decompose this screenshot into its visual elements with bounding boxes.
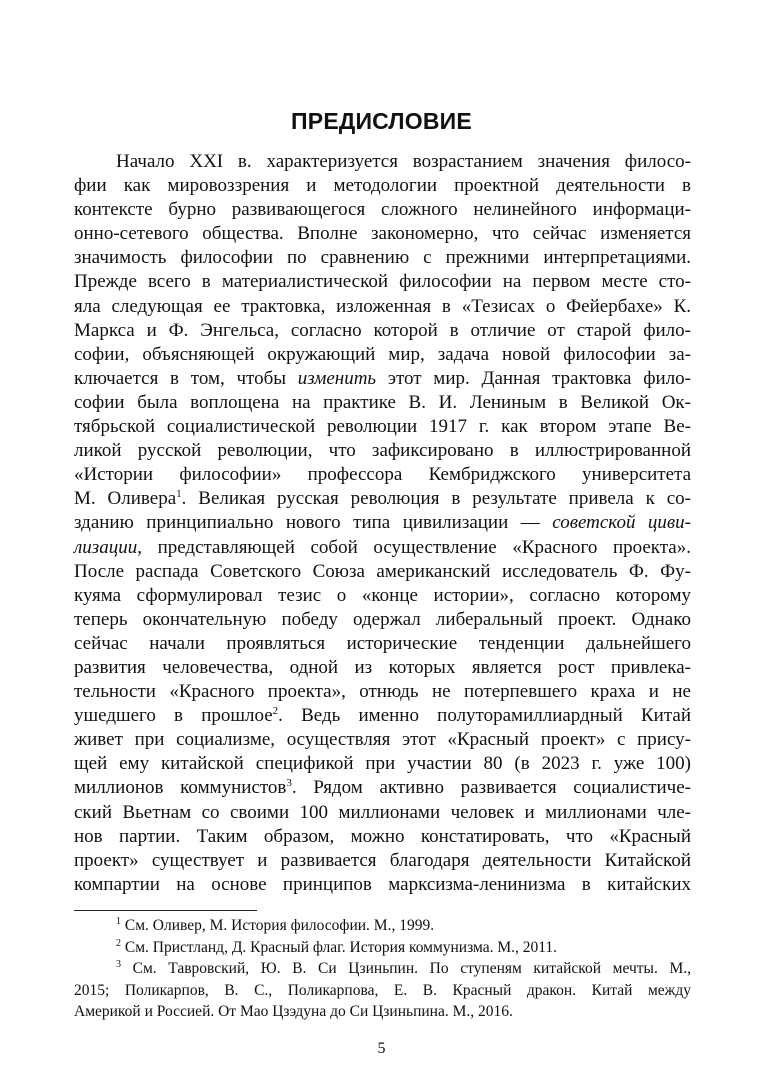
text-run: ключается в том, чтобы	[74, 367, 287, 389]
footnote-ref[interactable]: 3	[286, 777, 292, 790]
page-title: ПРЕДИСЛОВИЕ	[291, 108, 472, 134]
footnote-number: 2	[116, 937, 121, 949]
text-line: яла следующая ее трактовка, изложенная в «Тезисах о Фейербахе» К.	[74, 295, 691, 317]
text-line: развития человечества, одной из которых является рост привлека-	[74, 656, 691, 678]
footnote-1	[74, 915, 691, 937]
footnote-text: См. Пристланд, Д. Красный флаг. История коммунизма. М., 2011.	[124, 938, 558, 956]
text-line: После распада Советского Союза американский исследователь Ф. Фу-	[74, 560, 691, 582]
text-line: теперь окончательную победу одержал либеральный проект. Однако	[74, 608, 691, 630]
emphasis-text: лизации	[74, 536, 138, 558]
footnote-ref[interactable]: 1	[176, 488, 182, 501]
text-line: софии, объясняющей окружающий мир, задача новой философии за-	[74, 343, 691, 365]
text-line: софии была воплощена на практике В. И. Лениным в Великой Ок-	[74, 391, 691, 413]
footnote-text: См. Тавровский, Ю. В. Си Цзиньпин. По ступеням китайской мечты. М.,	[132, 960, 691, 977]
text-run: . Рядом активно развивается социалистиче-	[291, 777, 691, 799]
text-run: , представляющей собой осуществление «Красного проекта».	[137, 536, 691, 558]
text-line: контексте бурно развивающегося сложного нелинейного информаци-	[74, 199, 691, 221]
text-line: компартии на основе принципов марксизма-ленинизма в китайских	[74, 873, 691, 895]
text-line: Прежде всего в материалистической философии на первом месте сто-	[74, 271, 691, 293]
text-line: онно-сетевого общества. Вполне закономерно, что сейчас изменяется	[74, 223, 691, 245]
text-line: живет при социализме, осуществляя этот «Красный проект» с прису-	[74, 729, 691, 751]
text-line	[74, 367, 691, 391]
text-run: этот мир. Данная трактовка фило-	[387, 367, 692, 389]
footnote-divider	[74, 910, 257, 911]
emphasis-text: советской циви-	[552, 512, 691, 534]
text-run: . Ведь именно полуторамиллиардный Китай	[278, 705, 691, 727]
text-line: Начало XXI в. характеризуется возрастанием значения филосо-	[116, 151, 691, 172]
footnote-3	[74, 958, 691, 980]
text-line: ликой русской революции, что зафиксировано в иллюстрированной	[74, 440, 691, 462]
text-line: сейчас начали проявляться исторические тенденции дальнейшего	[74, 632, 691, 654]
footnote-3-cont: Америкой и Россией. От Мао Цзэдуна до Си Цзиньпина. М., 2016.	[74, 1003, 513, 1020]
text-run: . Великая русская революция в результате привела к со-	[181, 488, 691, 510]
text-line	[74, 487, 691, 511]
footnote-ref[interactable]: 2	[272, 705, 279, 718]
text-line: значимость философии по сравнению с прежними интерпретациями.	[74, 247, 691, 269]
text-line: тельности «Красного проекта», отнюдь не потерпевшего краха и не	[74, 681, 691, 703]
text-line	[74, 776, 691, 800]
text-line: фии как мировоззрения и методологии проектной деятельности в	[74, 175, 691, 197]
text-line: Маркса и Ф. Энгельса, согласно которой в отличие от старой фило-	[74, 319, 691, 341]
text-line: нов партии. Таким образом, можно констатировать, что «Красный	[74, 825, 691, 847]
text-line: тябрьской социалистической революции 1917 г. как втором этапе Ве-	[74, 416, 691, 438]
footnote-number: 1	[116, 916, 121, 927]
text-run: ушедшего в прошлое	[74, 705, 273, 727]
footnote-number: 3	[116, 959, 121, 970]
footnote-2	[74, 937, 691, 959]
text-run: М. Оливера	[74, 488, 177, 510]
body-text	[74, 150, 691, 897]
emphasis-text: изменить	[297, 367, 377, 389]
page-number: 5	[377, 1040, 386, 1057]
text-line	[74, 536, 691, 560]
text-line: ский Вьетнам со своими 100 миллионами человек и миллионами чле-	[74, 801, 691, 823]
footnotes	[74, 915, 691, 1023]
text-line: щей ему китайской спецификой при участии 80 (в 2023 г. уже 100)	[74, 753, 691, 775]
text-line: проект» существует и развивается благодаря деятельности Китайской	[74, 849, 691, 871]
text-run: миллионов коммунистов	[74, 777, 287, 799]
footnote-text: См. Оливер, М. История философии. М., 1999.	[124, 917, 435, 934]
text-line	[74, 511, 691, 535]
footnote-3-cont: 2015; Поликарпов, В. С., Поликарпова, Е. В. Красный дракон. Китай между	[74, 981, 691, 999]
text-line	[74, 704, 691, 728]
text-line: куяма сформулировал тезис о «конце истории», согласно которому	[74, 584, 691, 606]
text-run: зданию принципиально нового типа цивилизации —	[74, 512, 540, 534]
text-line: «Истории философии» профессора Кембриджского университета	[74, 464, 691, 486]
